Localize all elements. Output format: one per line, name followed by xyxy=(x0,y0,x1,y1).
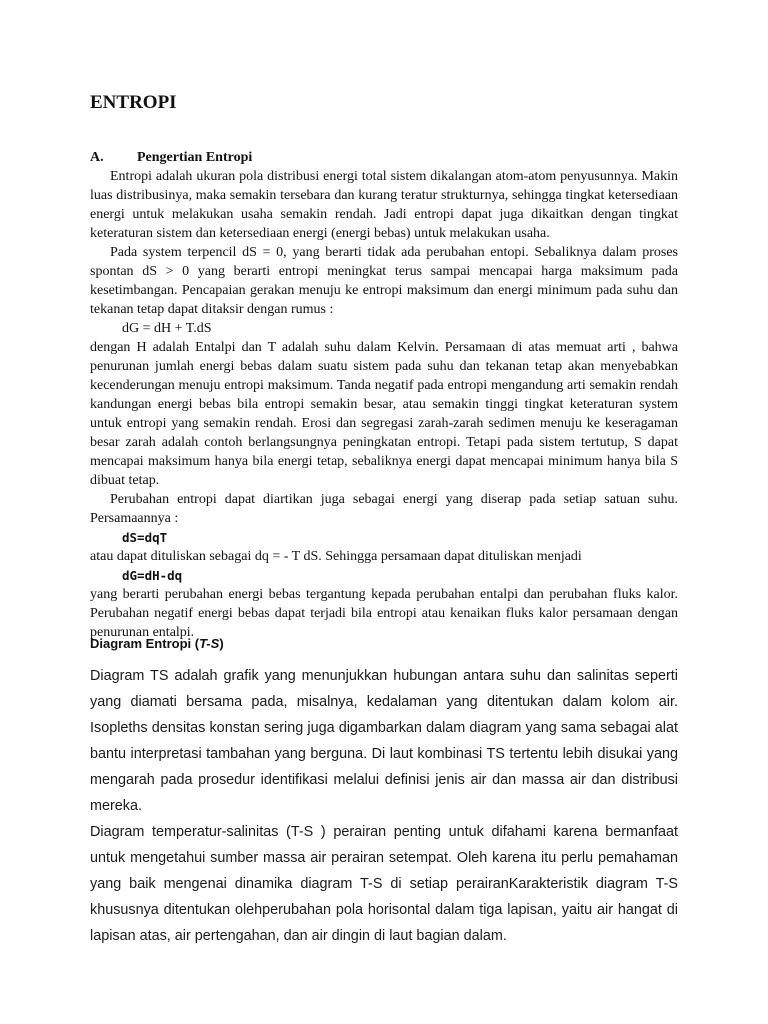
formula-gibbs: dG = dH + T.dS xyxy=(122,321,212,336)
section-a-paragraph-5: atau dapat dituliskan sebagai dq = - T dS. Sehingga persamaan dapat dituliskan menjadi xyxy=(90,549,582,564)
section-a-title: Pengertian Entropi xyxy=(137,150,253,165)
formula-free-energy: dG=dH-dq xyxy=(122,568,183,583)
diagram-heading-italic: T-S xyxy=(199,636,220,651)
document-title: ENTROPI xyxy=(90,92,177,113)
diagram-heading-suffix: ) xyxy=(219,636,224,651)
diagram-heading xyxy=(90,636,224,651)
formula-entropy: dS=dqT xyxy=(122,530,168,545)
section-a-heading xyxy=(90,148,678,167)
section-a-paragraph-2: Pada system terpencil dS = 0, yang berarti tidak ada perubahan entopi. Sebaliknya dalam proses spontan dS > 0 yang berarti entropi meningkat terus sampai mencapai harga maksimum pada kesetimbangan. Pencapaian gerakan menuju ke entropi maksimum dan energi minimum pada suhu dan tekanan tetap dapat ditaksir dengan rumus : xyxy=(90,245,678,317)
section-a-paragraph-1: Entropi adalah ukuran pola distribusi energi total sistem dikalangan atom-atom penyusunnya. Makin luas distribusinya, maka semakin tersebara dan kurang teratur strukturnya, sehingga tingkat ketersediaan energi untuk melakukan usaha semakin rendah. Jadi entropi dapat juga dikaitkan dengan tingkat keteraturan sistem dan ketersediaan energi (energi bebas) untuk melakukan usaha. xyxy=(90,169,678,241)
section-a-paragraph-6: yang berarti perubahan energi bebas tergantung kepada perubahan entalpi dan perubahan fluks kalor. Perubahan negatif energi bebas dapat terjadi bila entropi atau kenaikan fluks kalor persamaan dengan penurunan entalpi. xyxy=(90,587,678,640)
section-a-paragraph-3: dengan H adalah Entalpi dan T adalah suhu dalam Kelvin. Persamaan di atas memuat arti , bahwa penurunan jumlah energi bebas dalam suatu sistem pada suhu dan tekanan tetap akan menyebabkan kecenderungan menuju entropi maksimum. Tanda negatif pada entropi mengandung arti semakin rendah kandungan energi bebas bila entropi semakin besar, atau semakin tinggi tingkat keteraturan system untuk entropi yang semakin rendah. Erosi dan segregasi zarah-zarah sedimen menuju ke keseragaman besar zarah adalah contoh berlangsungnya peningkatan entropi. Tetapi pada sistem tertutup, S dapat mencapai maksimum hanya bila energi tetap, sebaliknya energi dapat mencapai minimum hanya bila S dibuat tetap. xyxy=(90,340,678,488)
section-a-paragraph-4: Perubahan entropi dapat diartikan juga sebagai energi yang diserap pada setiap satuan suhu. Persamaannya : xyxy=(90,492,678,526)
section-a xyxy=(90,148,678,642)
diagram-heading-prefix: Diagram Entropi ( xyxy=(90,636,200,651)
diagram-paragraph-1: Diagram TS adalah grafik yang menunjukkan hubungan antara suhu dan salinitas seperti yang diamati bersama pada, misalnya, kedalaman yang ditentukan dalam kolom air. Isopleths densitas konstan sering juga digambarkan dalam diagram yang sama sebagai alat bantu interpretasi tambahan yang berguna. Di laut kombinasi TS tertentu lebih disukai yang mengarah pada prosedur identifikasi melalui definisi jenis air dan massa air dan distribusi mereka. xyxy=(90,668,678,814)
diagram-section xyxy=(90,663,678,949)
section-a-number: A. xyxy=(90,150,104,165)
diagram-paragraph-2: Diagram temperatur-salinitas (T-S ) perairan penting untuk difahami karena bermanfaat untuk mengetahui sumber massa air perairan setempat. Oleh karena itu perlu pemahaman yang baik mengenai dinamika diagram T-S di setiap perairanKarakteristik diagram T-S khususnya ditentukan olehperubahan pola horisontal dalam tiga lapisan, yaitu air hangat di lapisan atas, air pertengahan, dan air dingin di laut bagian dalam. xyxy=(90,824,678,944)
